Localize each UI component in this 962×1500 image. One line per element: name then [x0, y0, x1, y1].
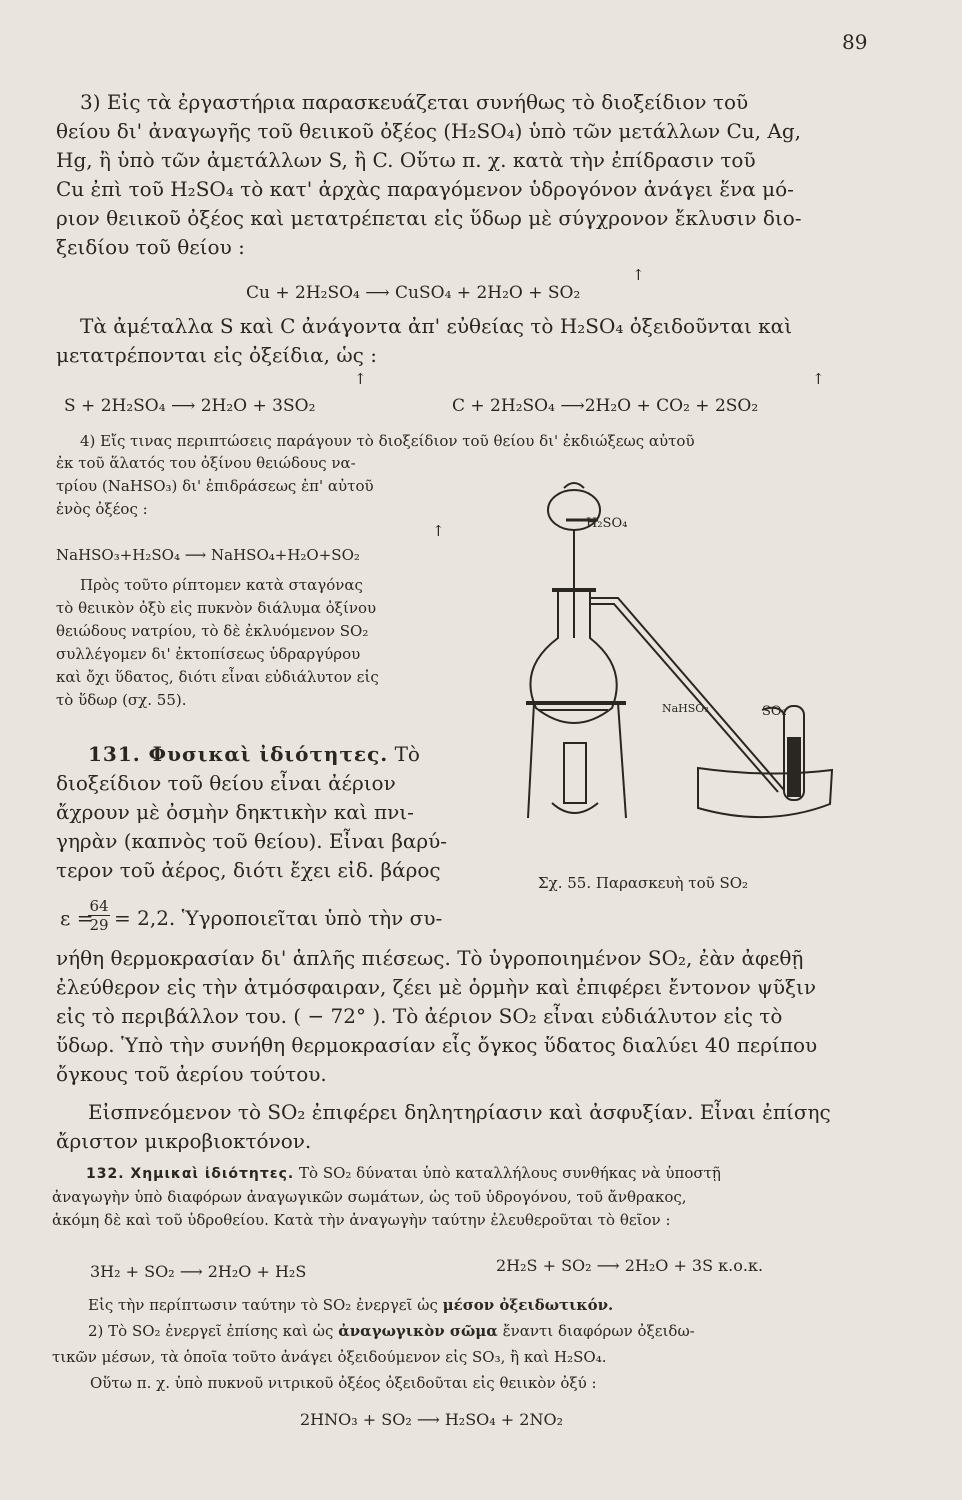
line-oxidizing	[88, 1294, 613, 1317]
label-nahso3: NaHSO₃	[662, 702, 709, 715]
delivery-tube	[590, 598, 784, 790]
equation-sulfur: S + 2H₂SO₄ ⟶ 2H₂O + 3SO₂	[64, 396, 316, 416]
paragraph-line: ριον θειικοῦ ὀξέος καὶ μετατρέπεται εἰς ὕδωρ μὲ σύγχρονον ἔκλυσιν διο-	[56, 206, 802, 230]
paragraph-4-first: 4) Εἴς τινας περιπτώσεις παράγουν τὸ διοξείδιον τοῦ θείου δι' ἐκδιώξεως αὐτοῦ	[80, 432, 695, 450]
section-131-continued	[56, 944, 906, 1089]
label-h2so4: H₂SO₄	[586, 516, 628, 531]
paragraph-line: Πρὸς τοῦτο ρίπτομεν κατὰ σταγόνας	[80, 576, 363, 594]
page-number: 89	[842, 30, 868, 54]
paragraph-line: Τὰ ἀμέταλλα S καὶ C ἀνάγοντα ἀπ' εὐθείας τὸ H₂SO₄ ὀξειδοῦνται καὶ	[80, 314, 793, 338]
paragraph-line: ἐκ τοῦ ἅλατός του ὀξίνου θειώδους να-	[56, 454, 356, 472]
section-131	[56, 740, 476, 885]
equation-carbon: C + 2H₂SO₄ ⟶2H₂O + CO₂ + 2SO₂	[452, 396, 759, 416]
paragraph-line: θειώδους νατρίου, τὸ δὲ ἐκλυόμενον SO₂	[56, 622, 369, 640]
section-132-title: 132. Χημικαὶ ἰδιότητες.	[86, 1166, 295, 1182]
burner	[564, 743, 586, 803]
line-oxidizing-media: τικῶν μέσων, τὰ ὁποῖα τοῦτο ἀνάγει ὀξειδούμενον εἰς SO₃, ἢ καὶ H₂SO₄.	[52, 1348, 607, 1366]
density-prefix: ε =	[60, 906, 94, 930]
density-fraction	[88, 898, 110, 935]
gas-arrow-icon: ↑	[432, 522, 445, 540]
line-reducing	[88, 1320, 695, 1343]
section-132	[86, 1162, 906, 1186]
gas-arrow-icon: ↑	[632, 266, 645, 284]
gas-arrow-icon: ↑	[354, 370, 367, 388]
paragraph-line: Cu ἐπὶ τοῦ H₂SO₄ τὸ κατ' ἀρχὰς παραγόμενον ὑδρογόνον ἀνάγει ἕνα μό-	[56, 177, 794, 201]
oxidizing-prefix: Εἰς τὴν περίπτωσιν ταύτην τὸ SO₂ ἐνεργεῖ ὡς	[88, 1296, 438, 1314]
paragraph-line: τερον τοῦ ἀέρος, διότι ἔχει εἰδ. βάρος	[56, 858, 441, 882]
equation-hydrogen-sulfide: 2H₂S + SO₂ ⟶ 2H₂O + 3S κ.ο.κ.	[496, 1256, 764, 1275]
paragraph-line: μετατρέπονται εἰς ὀξείδια, ὡς :	[56, 343, 377, 367]
paragraph-line: τὸ ὕδωρ (σχ. 55).	[56, 691, 187, 709]
paragraph-line: ξειδίου τοῦ θείου :	[56, 235, 245, 259]
paragraph-line: γηρὰν (καπνὸς τοῦ θείου). Εἶναι βαρύ-	[56, 829, 448, 853]
density-suffix: = 2,2. Ὑγροποιεῖται ὑπὸ τὴν συ-	[114, 906, 443, 930]
paragraph-line: Hg, ἢ ὑπὸ τῶν ἀμετάλλων S, ἢ C. Οὕτω π. χ. κατὰ τὴν ἐπίδρασιν τοῦ	[56, 148, 756, 172]
figure-55-apparatus	[508, 478, 838, 860]
paragraph-line: 3) Εἰς τὰ ἐργαστήρια παρασκευάζεται συνήθως τὸ διοξείδιον τοῦ	[80, 90, 749, 114]
paragraph-line: θείου δι' ἀναγωγῆς τοῦ θειικοῦ ὀξέος (H₂SO₄) ὑπὸ τῶν μετάλλων Cu, Ag,	[56, 119, 801, 143]
reducing-suffix: ἔναντι διαφόρων ὀξειδω-	[502, 1322, 695, 1340]
funnel-stopper	[564, 483, 584, 488]
reducing-agent-term: ἀναγωγικὸν σῶμα	[338, 1322, 498, 1340]
section-131-title: 131. Φυσικαὶ ἰδιότητες.	[88, 742, 389, 766]
figure-caption: Σχ. 55. Παρασκευὴ τοῦ SO₂	[538, 874, 749, 892]
paragraph-line: εἰς τὸ περιβάλλον του. ( − 72° ). Τὸ ἀέριον SO₂ εἶναι εὐδιάλυτον εἰς τὸ	[56, 1004, 783, 1028]
oxidizing-agent-term: μέσον ὀξειδωτικόν.	[442, 1296, 614, 1314]
paragraph-line: καὶ ὄχι ὕδατος, διότι εἶναι εὐδιάλυτον εἰς	[56, 668, 379, 686]
paragraph-procedure	[56, 574, 476, 712]
gas-arrow-icon: ↑	[812, 370, 825, 388]
paragraph-line: ἄριστον μικροβιοκτόνον.	[56, 1129, 312, 1153]
paragraph-3	[56, 88, 896, 262]
paragraph-line: ὕδωρ. Ὑπὸ τὴν συνήθη θερμοκρασίαν εἷς ὄγκος ὕδατος διαλύει 40 περίπου	[56, 1033, 818, 1057]
line-nitric-acid: Οὕτω π. χ. ὑπὸ πυκνοῦ νιτρικοῦ ὀξέος ὀξειδοῦται εἰς θειικὸν ὀξύ :	[90, 1374, 597, 1392]
paragraph-line: ἄχρουν μὲ ὀσμὴν δηκτικὴν καὶ πνι-	[56, 800, 414, 824]
paragraph-line: νήθη θερμοκρασίαν δι' ἁπλῆς πιέσεως. Τὸ ὑγροποιημένον SO₂, ἐὰν ἀφεθῇ	[56, 946, 804, 970]
label-so2: SO₂	[762, 704, 787, 719]
paragraph-line: ἀναγωγὴν ὑπὸ διαφόρων ἀναγωγικῶν σωμάτων, ὡς τοῦ ὑδρογόνου, τοῦ ἄνθρακος,	[52, 1188, 687, 1206]
equation-nitric: 2HNO₃ + SO₂ ⟶ H₂SO₄ + 2NO₂	[300, 1410, 563, 1429]
paragraph-line: διοξείδιον τοῦ θείου εἶναι ἀέριον	[56, 771, 396, 795]
paragraph-line: ἐλεύθερον εἰς τὴν ἀτμόσφαιραν, ζέει μὲ ὁρμὴν καὶ ἐπιφέρει ἔντονον ψῦξιν	[56, 975, 817, 999]
section-131-end	[56, 1098, 906, 1156]
paragraph-4	[56, 452, 476, 521]
paragraph-line: Εἰσπνεόμενον τὸ SO₂ ἐπιφέρει δηλητηρίασιν καὶ ἀσφυξίαν. Εἶναι ἐπίσης	[88, 1100, 831, 1124]
mercury-trough	[698, 768, 832, 817]
paragraph-line: συλλέγομεν δι' ἐκτοπίσεως ὑδραργύρου	[56, 645, 361, 663]
equation-copper: Cu + 2H₂SO₄ ⟶ CuSO₄ + 2H₂O + SO₂	[246, 283, 581, 303]
reducing-prefix: 2) Τὸ SO₂ ἐνεργεῖ ἐπίσης καὶ ὡς	[88, 1322, 334, 1340]
density-numerator: 64	[89, 897, 109, 915]
equation-hydrogen: 3H₂ + SO₂ ⟶ 2H₂O + H₂S	[90, 1262, 307, 1281]
section-132-body	[52, 1186, 902, 1232]
paragraph-line: τὸ θειικὸν ὀξὺ εἰς πυκνὸν διάλυμα ὀξίνου	[56, 599, 377, 617]
paragraph-line: ἀκόμη δὲ καὶ τοῦ ὑδροθείου. Κατὰ τὴν ἀναγωγὴν ταύτην ἐλευθεροῦται τὸ θεῖον :	[52, 1211, 671, 1229]
paragraph-line: ἑνὸς ὀξέος :	[56, 500, 148, 518]
equation-bisulfite: NaHSO₃+H₂SO₄ ⟶ NaHSO₄+H₂O+SO₂	[56, 546, 360, 564]
paragraph-line: τρίου (NaHSO₃) δι' ἐπιδράσεως ἐπ' αὐτοῦ	[56, 477, 374, 495]
section-131-first-word: Τὸ	[394, 742, 420, 766]
density-denominator: 29	[89, 916, 109, 934]
paragraph-nonmetals	[56, 312, 896, 370]
section-132-first-line: Τὸ SO₂ δύναται ὑπὸ καταλλήλους συνθήκας νὰ ὑποστῇ	[299, 1164, 721, 1182]
paragraph-line: ὄγκους τοῦ ἀερίου τούτου.	[56, 1062, 327, 1086]
